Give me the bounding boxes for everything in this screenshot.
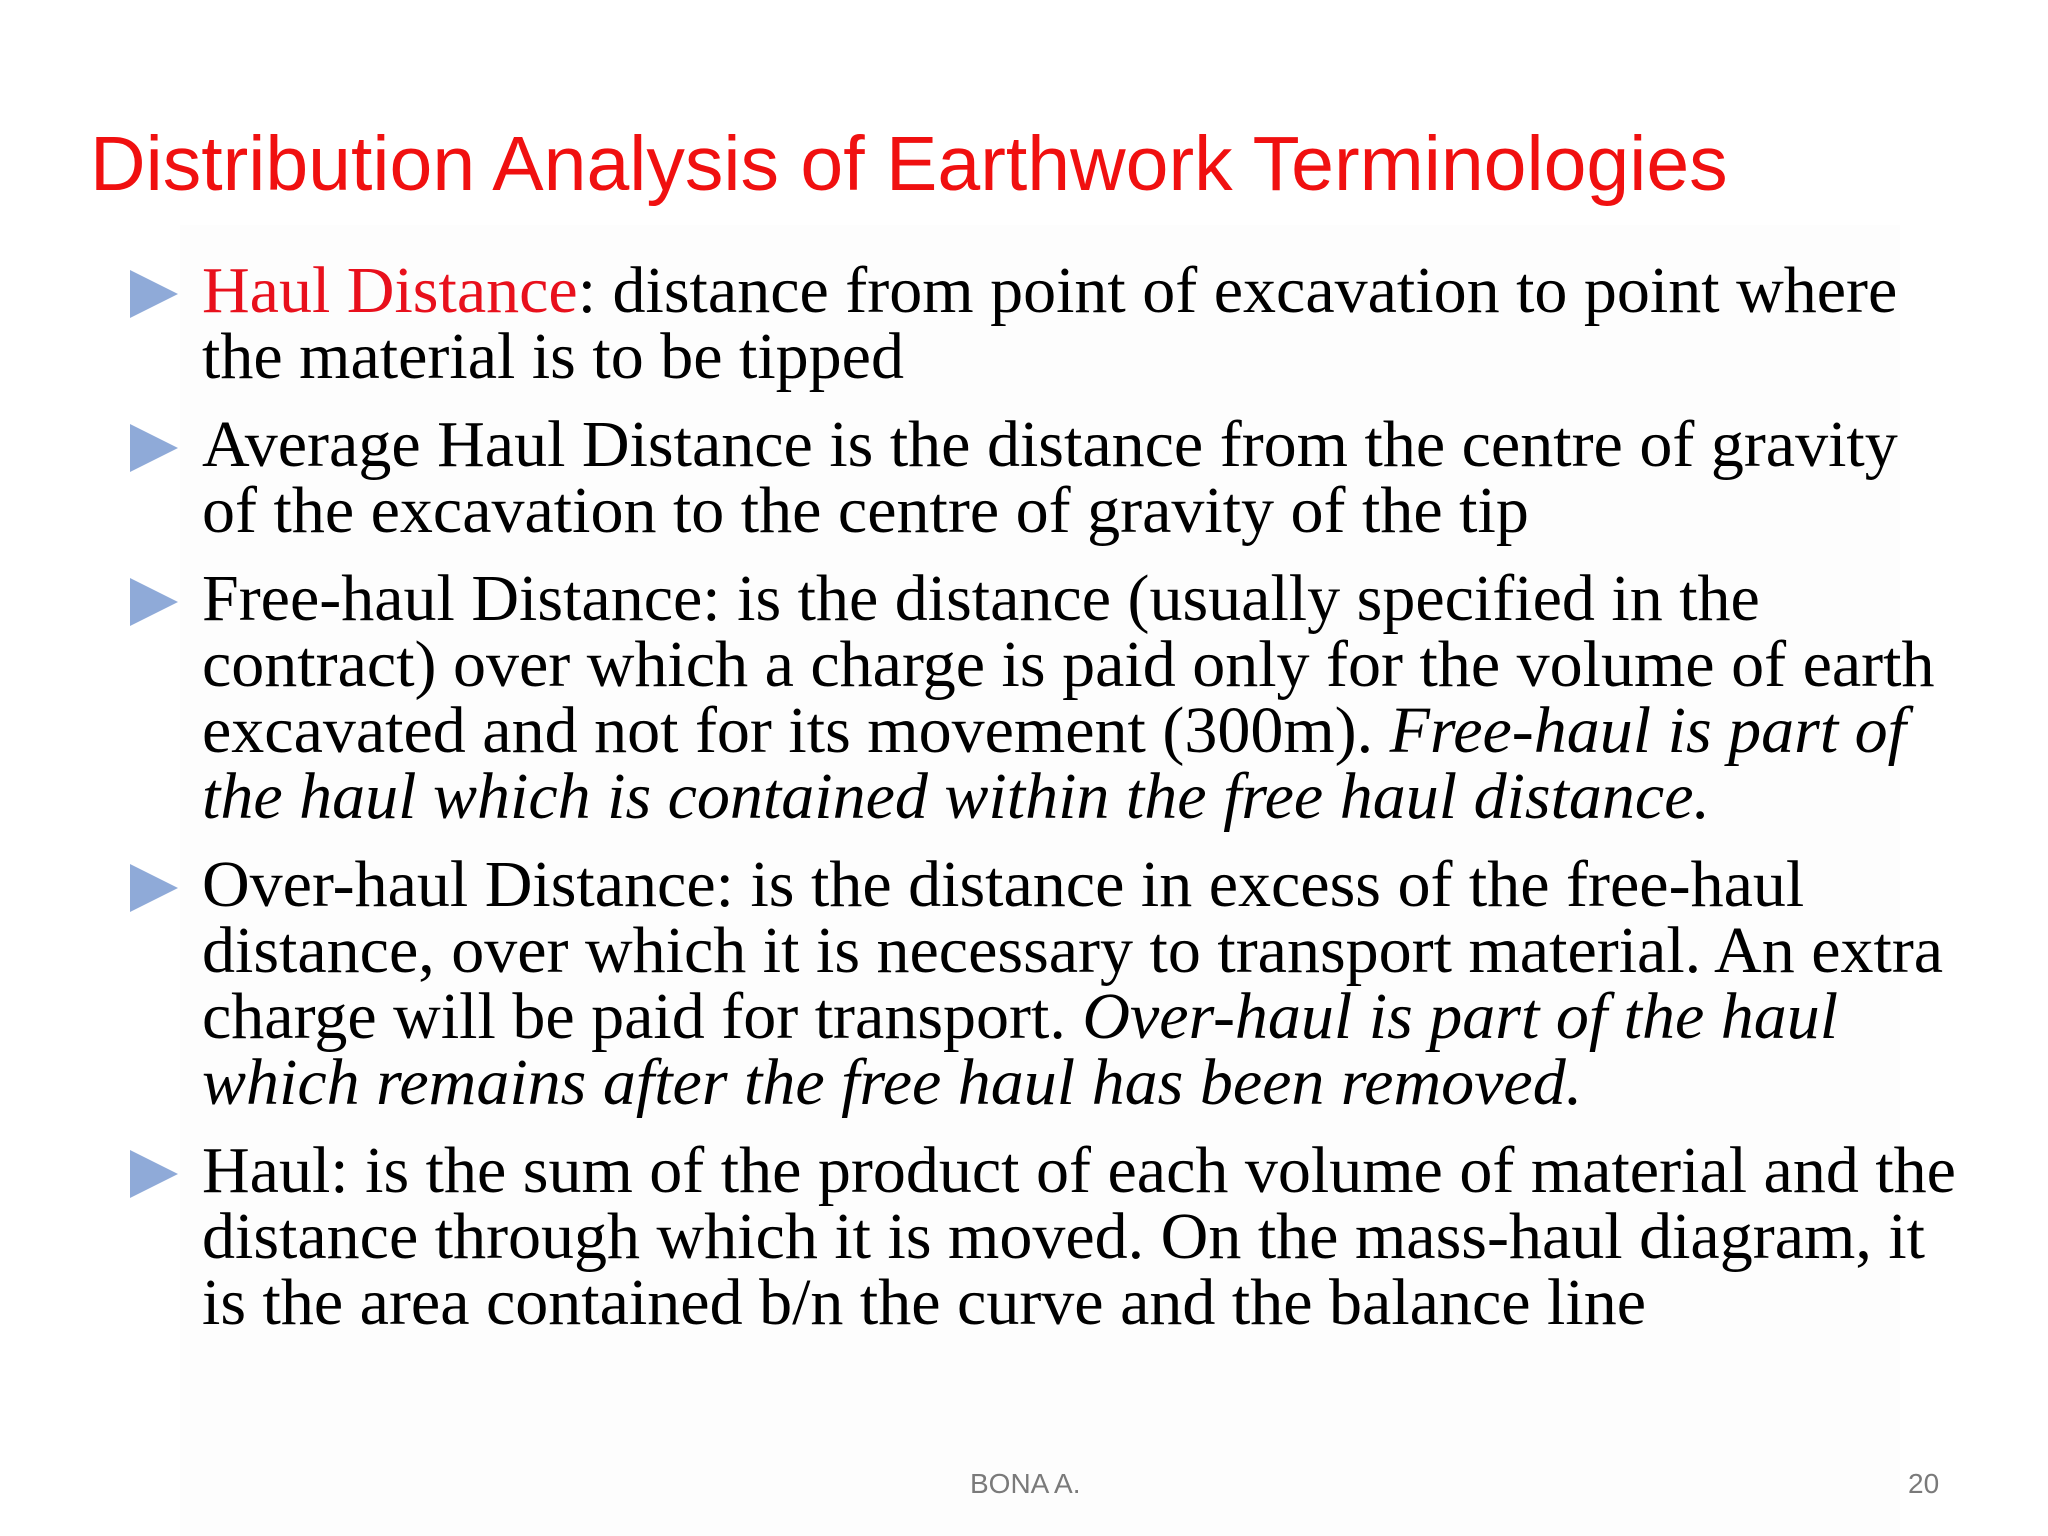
triangle-right-icon [130, 270, 178, 318]
triangle-right-icon [130, 578, 178, 626]
bullet-text: : distance from point of excavation to point where the material is to be tipped [202, 254, 1898, 393]
slide-title: Distribution Analysis of Earthwork Terminologies [90, 121, 1728, 207]
bullet-text: Over-haul Distance: is the distance in excess of the free-haul distance, over which it is necessary to transport material. An extra charge will be paid for transport. [202, 848, 1944, 1053]
triangle-right-icon [130, 424, 178, 472]
bullet-term: Haul Distance [202, 254, 578, 327]
bullet-item-average-haul-distance [130, 408, 1960, 547]
bullet-item-haul [130, 1134, 1960, 1339]
bullet-item-free-haul-distance [130, 562, 1960, 833]
bullet-list [130, 254, 1960, 1358]
triangle-right-icon [130, 1150, 178, 1198]
bullet-text: Free-haul Distance: is the distance (usually specified in the contract) over which a charge is paid only for the volume of earth excavated and not for its movement (300m). [202, 562, 1935, 767]
bullet-text: Haul: is the sum of the product of each volume of material and the distance through which it is moved. On the mass-haul diagram, it is the area contained b/n the curve and the balance line [202, 1134, 1956, 1339]
bullet-item-haul-distance [130, 254, 1960, 393]
bullet-text: Average Haul Distance is the distance from the centre of gravity of the excavation to the centre of gravity of the tip [202, 408, 1898, 547]
triangle-right-icon [130, 864, 178, 912]
bullet-italic-text: Over-haul is part of the haul which remains after the free haul has been removed. [202, 980, 1839, 1119]
bullet-italic-text: Free-haul is part of the haul which is contained within the free haul distance. [202, 694, 1906, 833]
footer-author: BONA A. [970, 1468, 1081, 1499]
bullet-item-over-haul-distance [130, 848, 1960, 1119]
footer-page-number: 20 [1908, 1468, 1940, 1499]
